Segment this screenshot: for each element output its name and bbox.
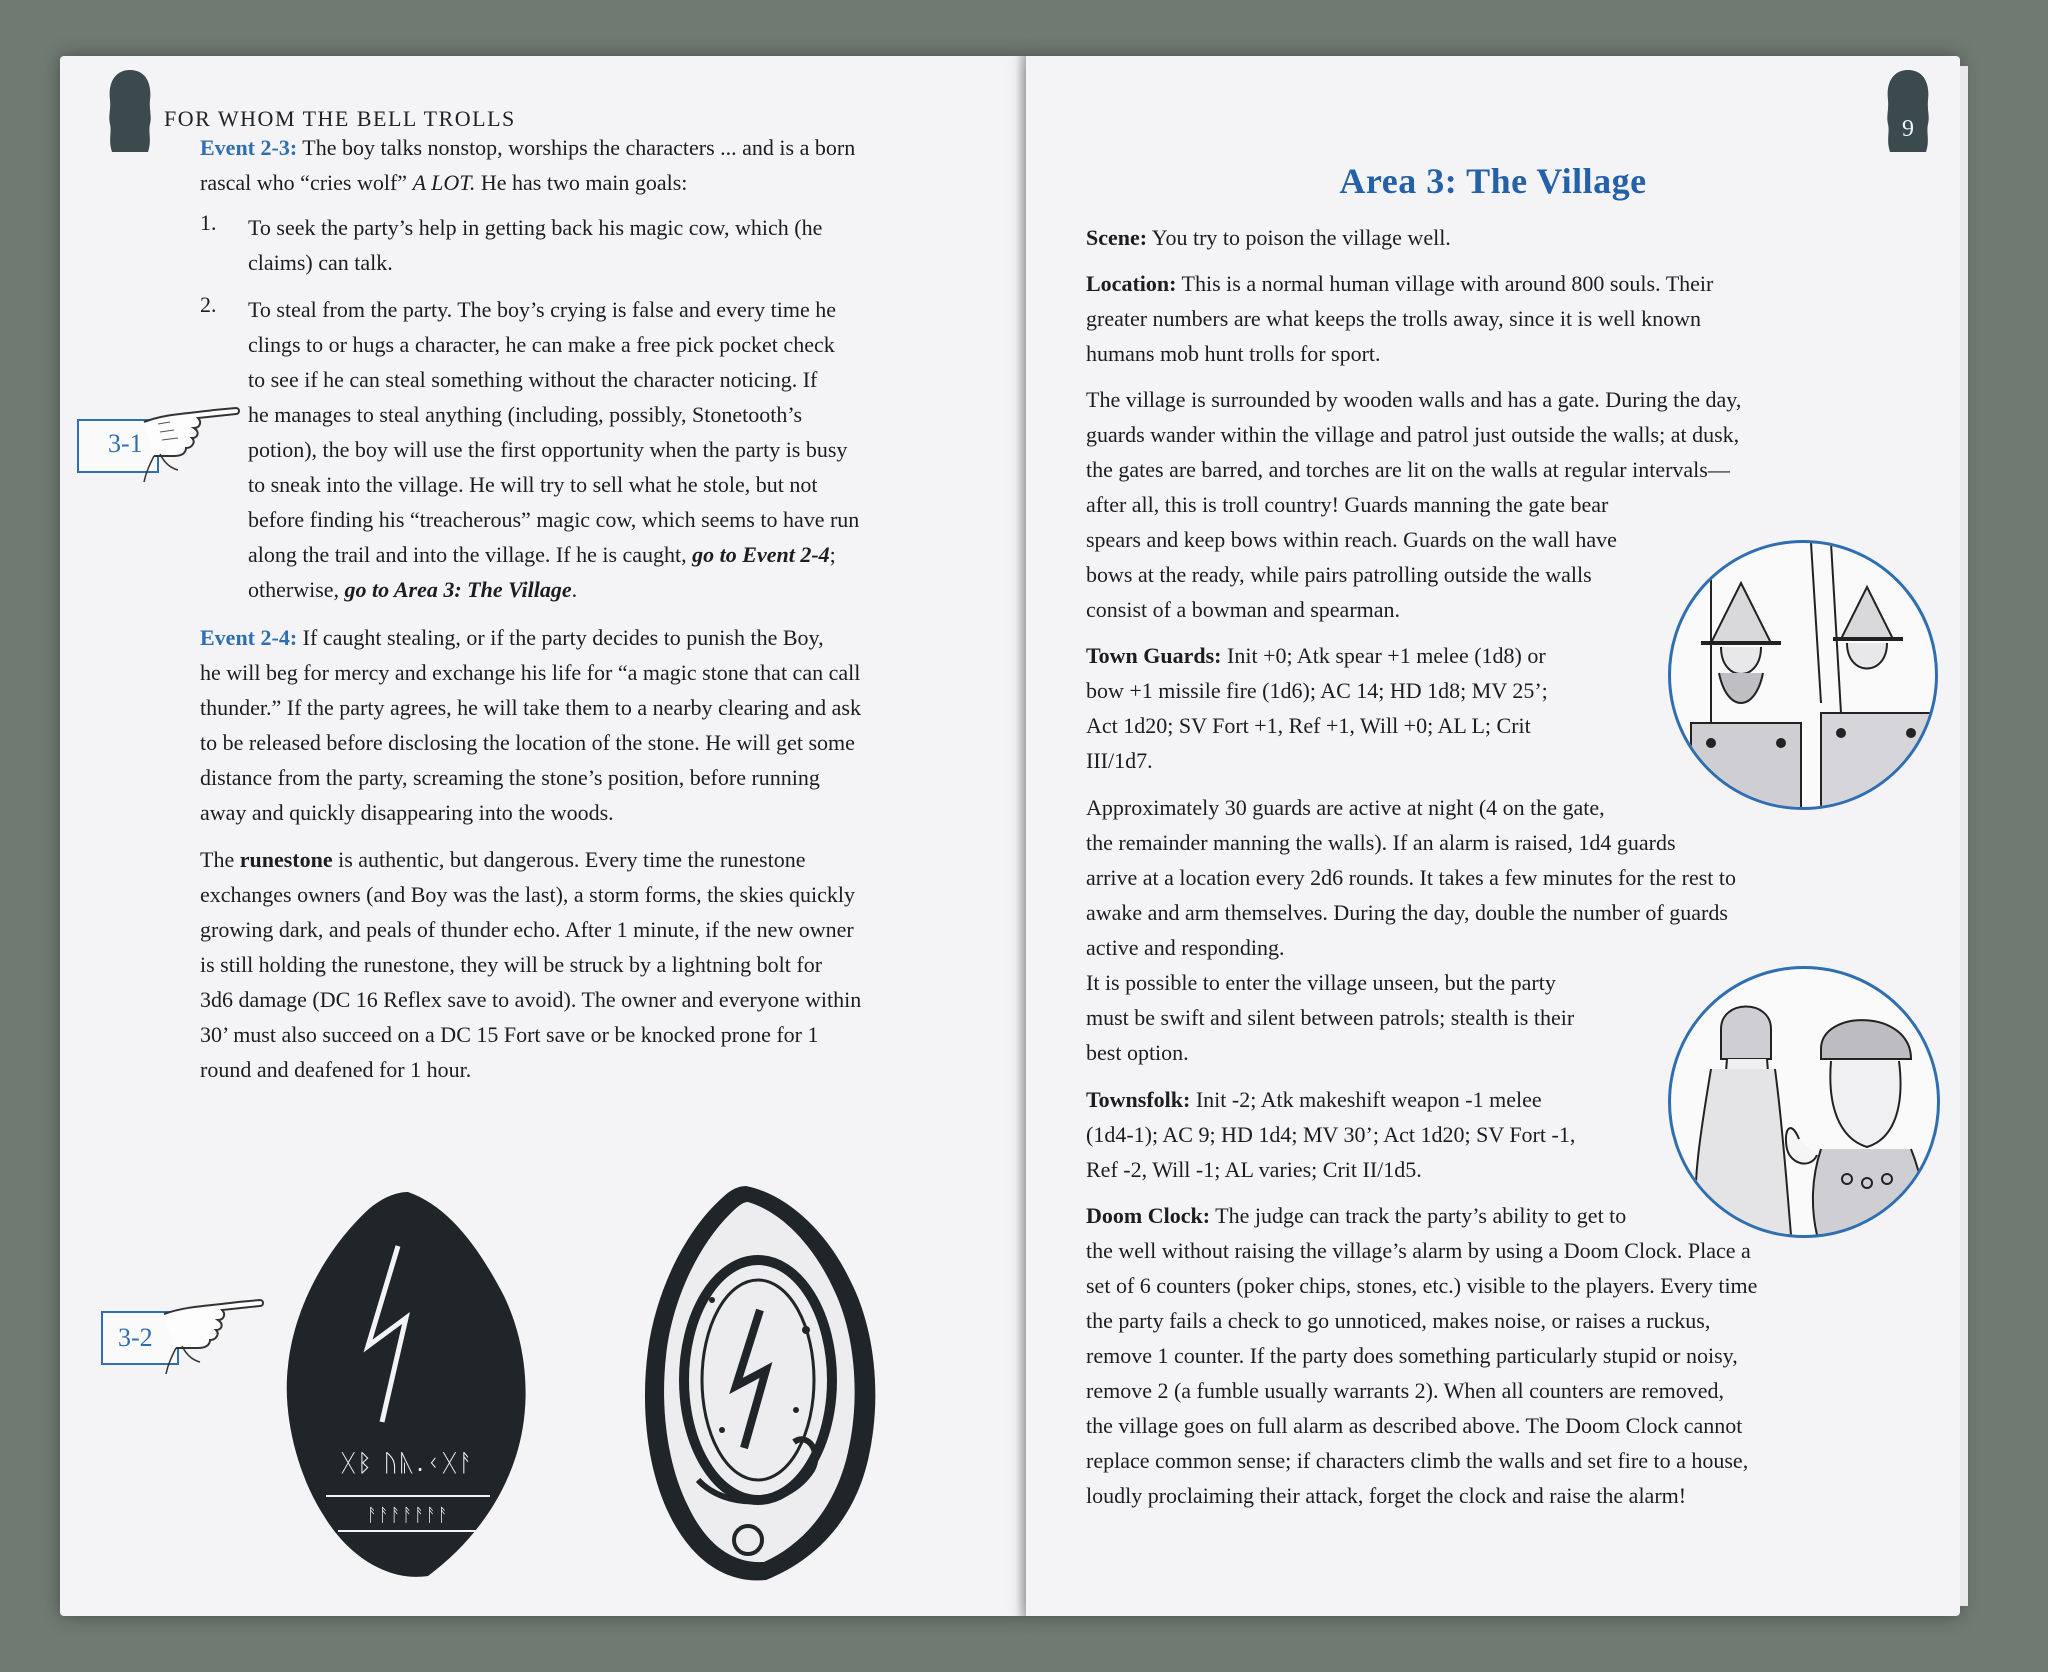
town-guards-line: III/1d7. [1086,748,1153,773]
guards-line: arrive at a location every 2d6 rounds. It takes a few minutes for the rest to [1086,865,1736,890]
event-2-4-line-1: Event 2-4: If caught stealing, or if the party decides to punish the Boy, [200,625,824,650]
guards-line: the remainder manning the walls). If an alarm is raised, 1d4 guards [1086,830,1676,855]
townsfolk-label: Townsfolk: [1086,1087,1191,1112]
town-guards-line-1: Town Guards: Init +0; Atk spear +1 melee (1d8) or [1086,643,1546,668]
goal-2-line: to sneak into the village. He will try to sell what he stole, but not [248,472,818,497]
area-title: Area 3: The Village [1339,161,1647,201]
running-head: FOR WHOM THE BELL TROLLS [164,106,516,131]
walls-line: after all, this is troll country! Guards manning the gate bear [1086,492,1609,517]
goal-1-line: claims) can talk. [248,250,393,275]
guards-line: best option. [1086,1040,1189,1065]
runestone-line: is still holding the runestone, they will be struck by a lightning bolt for [200,952,823,977]
engraved-runestone-illustration [636,1180,886,1590]
goal-number: 2. [200,292,217,317]
rune-inscription: ᚷᛒ ᚢᚣ.ᚲᚷᚨ [340,1449,476,1477]
right-page [1026,56,1960,1616]
guards-line: active and responding. [1086,935,1285,960]
doom-clock-line: remove 1 counter. If the party does something particularly stupid or noisy, [1086,1343,1738,1368]
goal-2-line: clings to or hugs a character, he can make a free pick pocket check [248,332,835,357]
town-guards-line: bow +1 missile fire (1d6); AC 14; HD 1d8; MV 25’; [1086,678,1548,703]
event-2-4-line: away and quickly disappearing into the woods. [200,800,614,825]
runestone-line: 3d6 damage (DC 16 Reflex save to avoid). The owner and everyone within [200,987,862,1012]
left-page [60,56,1026,1616]
handout-label-3-2: 3-2 [118,1323,153,1352]
guards-medallion-illustration [1668,540,1938,810]
runestone-line: growing dark, and peals of thunder echo. After 1 minute, if the new owner [200,917,854,942]
doom-clock-line: the well without raising the village’s alarm by using a Doom Clock. Place a [1086,1238,1751,1263]
goal-2-line: before finding his “treacherous” magic cow, which seems to have run [248,507,860,532]
walls-line: the gates are barred, and torches are lit on the walls at regular intervals— [1086,457,1730,482]
doom-clock-label: Doom Clock: [1086,1203,1211,1228]
townsfolk-line-1: Townsfolk: Init -2; Atk makeshift weapon -1 melee [1086,1087,1542,1112]
runestone-term: runestone [239,847,333,872]
doom-clock-line-1: Doom Clock: The judge can track the party’s ability to get to [1086,1203,1627,1228]
page-number: 9 [1902,116,1914,142]
pointing-hand-icon [74,392,244,502]
handout-label-3-1: 3-1 [108,429,143,458]
walls-line: guards wander within the village and patrol just outside the walls; at dusk, [1086,422,1740,447]
goal-2-line: along the trail and into the village. If he is caught, go to Event 2-4; [248,542,836,567]
walls-line: The village is surrounded by wooden walls and has a gate. During the day, [1086,387,1742,412]
doom-clock-line: remove 2 (a fumble usually warrants 2). When all counters are removed, [1086,1378,1724,1403]
runestone-line: 30’ must also succeed on a DC 15 Fort save or be knocked prone for 1 [200,1022,819,1047]
goal-2-line: To steal from the party. The boy’s crying is false and every time he [248,297,837,322]
event-2-3-line-1: Event 2-3: The boy talks nonstop, worships the characters ... and is a born [200,135,856,160]
location-line: humans mob hunt trolls for sport. [1086,341,1381,366]
location-line: greater numbers are what keeps the trolls away, since it is well known [1086,306,1701,331]
town-guards-line: Act 1d20; SV Fort +1, Ref +1, Will +0; AL L; Crit [1086,713,1531,738]
runestone-line-1: The runestone is authentic, but dangerous. Every time the runestone [200,847,806,872]
doom-clock-line: replace common sense; if characters climb the walls and set fire to a house, [1086,1448,1749,1473]
runestone-line: exchanges owners (and Boy was the last), a storm forms, the skies quickly [200,882,855,907]
event-2-3-line-2: rascal who “cries wolf” A LOT. He has two main goals: [200,170,688,195]
townsfolk-line: (1d4-1); AC 9; HD 1d4; MV 30’; Act 1d20; SV Fort -1, [1086,1122,1576,1147]
scene-line: Scene: You try to poison the village well. [1086,225,1451,250]
event-2-3-label: Event 2-3: [200,135,298,160]
head-silhouette-icon [104,66,156,156]
guards-line: It is possible to enter the village unseen, but the party [1086,970,1556,995]
town-guards-label: Town Guards: [1086,643,1222,668]
goal-2-line: potion), the boy will use the first opportunity when the party is busy [248,437,848,462]
walls-line: bows at the ready, while pairs patrolling outside the walls [1086,562,1592,587]
walls-line: consist of a bowman and spearman. [1086,597,1401,622]
event-2-4-line: thunder.” If the party agrees, he will take them to a nearby clearing and ask [200,695,861,720]
page-edge [1960,66,1968,1606]
event-2-4-line: he will beg for mercy and exchange his life for “a magic stone that can call [200,660,861,685]
doom-clock-line: the party fails a check to go unnoticed, makes noise, or raises a ruckus, [1086,1308,1711,1333]
goal-number: 1. [200,210,217,235]
doom-clock-line: loudly proclaiming their attack, forget the clock and raise the alarm! [1086,1483,1687,1508]
scene-label: Scene: [1086,225,1148,250]
event-2-4-line: distance from the party, screaming the stone’s position, before running [200,765,820,790]
location-line-1: Location: This is a normal human village with around 800 souls. Their [1086,271,1714,296]
guards-line: Approximately 30 guards are active at night (4 on the gate, [1086,795,1605,820]
page-number: 8 [94,86,106,112]
goal-1-line: To seek the party’s help in getting back his magic cow, which (he [248,215,823,240]
event-2-4-line: to be released before disclosing the location of the stone. He will get some [200,730,855,755]
goal-2-line: he manages to steal anything (including, possibly, Stonetooth’s [248,402,803,427]
goal-2-line: to see if he can steal something without the character noticing. If [248,367,818,392]
goal-2-line: otherwise, go to Area 3: The Village. [248,577,578,602]
event-2-4-label: Event 2-4: [200,625,298,650]
runestone-line: round and deafened for 1 hour. [200,1057,472,1082]
guards-line: must be swift and silent between patrols; stealth is their [1086,1005,1575,1030]
dark-runestone-illustration [278,1186,538,1586]
walls-line: spears and keep bows within reach. Guards on the wall have [1086,527,1617,552]
townsfolk-line: Ref -2, Will -1; AL varies; Crit II/1d5. [1086,1157,1422,1182]
guards-line: awake and arm themselves. During the day, double the number of guards [1086,900,1728,925]
rune-lower-inscription: ᚨᚨᚨᚨᚨᚨᚨ [366,1505,450,1526]
doom-clock-line: set of 6 counters (poker chips, stones, etc.) visible to the players. Every time [1086,1273,1758,1298]
doom-clock-line: the village goes on full alarm as described above. The Doom Clock cannot [1086,1413,1743,1438]
townsfolk-medallion-illustration [1668,966,1940,1238]
location-label: Location: [1086,271,1177,296]
